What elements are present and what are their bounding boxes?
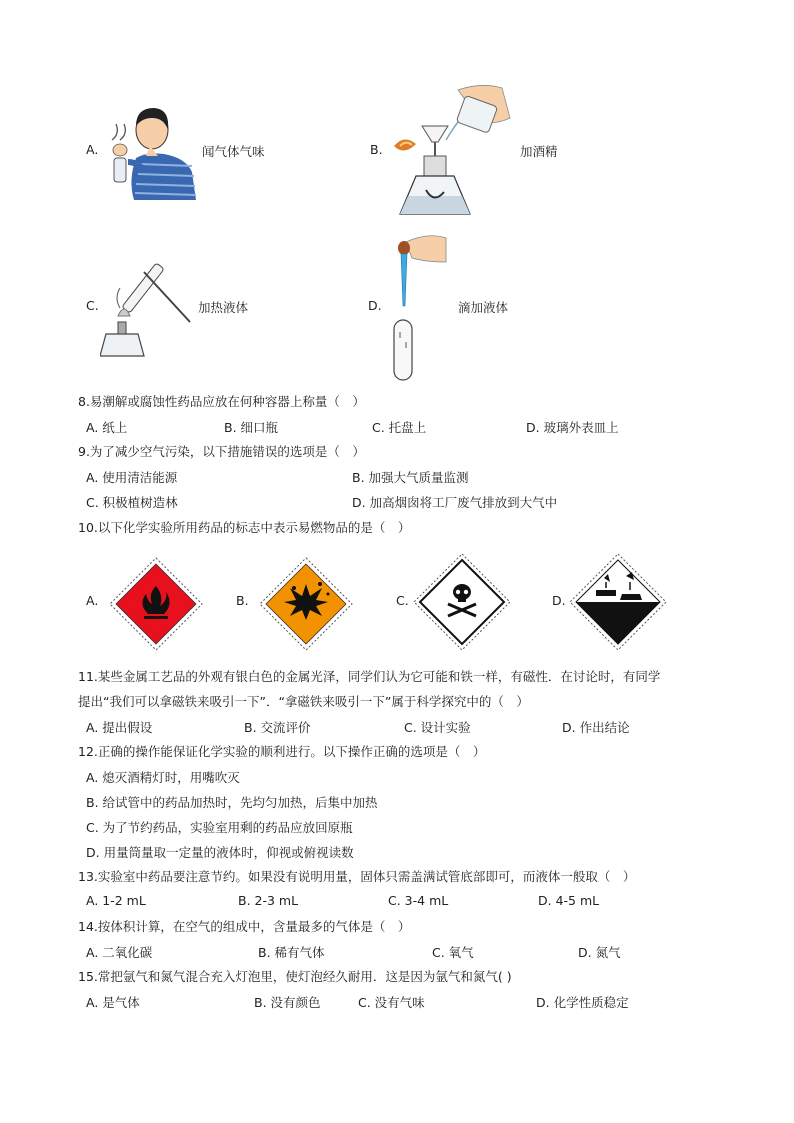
q10-option-d-letter[interactable]: D. [552,593,566,608]
q9-stem: 9.为了减少空气污染，以下措施错误的选项是（ ） [78,444,365,459]
q13-option-d[interactable]: D. 4-5 mL [538,893,600,908]
q8-option-c[interactable]: C. 托盘上 [372,420,427,435]
q7-option-c-letter: C. [86,298,99,313]
q12-option-a[interactable]: A. 熄灭酒精灯时，用嘴吹灭 [86,770,240,785]
q15-option-a[interactable]: A. 是气体 [86,995,140,1010]
q10-stem: 10.以下化学实验所用药品的标志中表示易燃物品的是（ ） [78,520,411,535]
q12-option-b[interactable]: B. 给试管中的药品加热时，先均匀加热，后集中加热 [86,795,378,810]
q10-option-b-letter[interactable]: B. [236,593,249,608]
q14-option-a[interactable]: A. 二氧化碳 [86,945,153,960]
q11-option-b[interactable]: B. 交流评价 [244,720,311,735]
q11-option-c[interactable]: C. 设计实验 [404,720,471,735]
q10-option-c-letter[interactable]: C. [396,593,409,608]
q15-option-d[interactable]: D. 化学性质稳定 [536,995,629,1010]
explosive-sign-icon[interactable] [258,556,354,652]
q13-option-c[interactable]: C. 3-4 mL [388,893,449,908]
adding-alcohol-illustration [386,80,516,220]
q8-stem: 8.易潮解或腐蚀性药品应放在何种容器上称量（ ） [78,394,365,409]
q7-option-c-text: 加热液体 [198,300,249,315]
heating-liquid-illustration [100,258,196,358]
q8-option-b[interactable]: B. 细口瓶 [224,420,279,435]
q9-option-c[interactable]: C. 积极植树造林 [86,495,178,510]
q15-option-b[interactable]: B. 没有颜色 [254,995,321,1010]
dropping-liquid-illustration [388,232,448,384]
person-smelling-gas-illustration [106,100,198,200]
q8-option-d[interactable]: D. 玻璃外表皿上 [526,420,619,435]
q8-option-a[interactable]: A. 纸上 [86,420,128,435]
q13-option-b[interactable]: B. 2-3 mL [238,893,299,908]
q7-option-d-letter: D. [368,298,382,313]
q7-option-b-text: 加酒精 [520,144,558,159]
q7-option-b-letter: B. [370,142,383,157]
q9-option-a[interactable]: A. 使用清洁能源 [86,470,178,485]
q9-option-d[interactable]: D. 加高烟囱将工厂废气排放到大气中 [352,495,558,510]
q15-stem: 15.常把氩气和氮气混合充入灯泡里，使灯泡经久耐用．这是因为氩气和氮气( ) [78,969,512,984]
q13-option-a[interactable]: A. 1-2 mL [86,893,146,908]
q11-stem-line1: 11.某些金属工艺品的外观有银白色的金属光泽，同学们认为它可能和铁一样，有磁性．在讨论时，有同学 [78,669,661,684]
q11-option-a[interactable]: A. 提出假设 [86,720,153,735]
q12-stem: 12.正确的操作能保证化学实验的顺利进行。以下操作正确的选项是（ ） [78,744,486,759]
q14-option-d[interactable]: D. 氮气 [578,945,621,960]
corrosive-sign-icon[interactable] [568,552,668,652]
q14-option-c[interactable]: C. 氧气 [432,945,474,960]
q7-option-a-letter: A. [86,142,99,157]
q9-option-b[interactable]: B. 加强大气质量监测 [352,470,469,485]
q13-stem: 13.实验室中药品要注意节约。如果没有说明用量，固体只需盖满试管底部即可，而液体一般取（ ） [78,869,636,884]
q15-option-c[interactable]: C. 没有气味 [358,995,425,1010]
q12-option-d[interactable]: D. 用量筒量取一定量的液体时，仰视或俯视读数 [86,845,354,860]
q11-stem-line2: 提出“我们可以拿磁铁来吸引一下”．“拿磁铁来吸引一下”属于科学探究中的（ ） [78,694,529,709]
q7-option-d-text: 滴加液体 [458,300,509,315]
q12-option-c[interactable]: C. 为了节约药品，实验室用剩的药品应放回原瓶 [86,820,353,835]
toxic-sign-icon[interactable] [412,552,512,652]
q14-stem: 14.按体积计算，在空气的组成中，含量最多的气体是（ ） [78,919,411,934]
q11-option-d[interactable]: D. 作出结论 [562,720,630,735]
q7-option-a-text: 闻气体气味 [202,144,265,159]
q14-option-b[interactable]: B. 稀有气体 [258,945,325,960]
flammable-sign-icon[interactable] [108,556,204,652]
q10-option-a-letter[interactable]: A. [86,593,99,608]
